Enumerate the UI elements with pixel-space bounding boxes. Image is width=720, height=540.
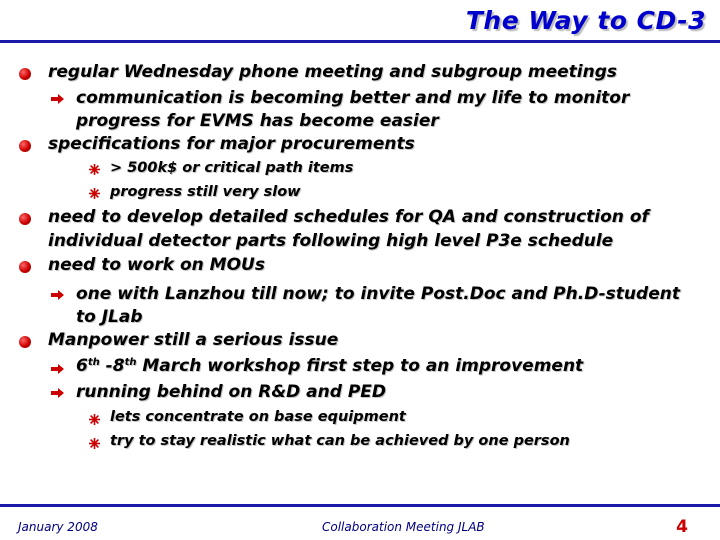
bullet-text: specifications for major procurements: [48, 134, 415, 154]
superscript: th: [124, 357, 137, 368]
red-arrow-icon: [51, 290, 64, 300]
sub-bullet-text: one with Lanzhou till now; to invite Post.Doc and Ph.D-student: [76, 284, 680, 304]
page-number: 4: [676, 517, 688, 537]
red-star-icon: [89, 438, 100, 449]
bullet-text: Manpower still a serious issue: [48, 330, 339, 350]
red-star-icon: [89, 164, 100, 175]
sub-bullet-text-continued: progress for EVMS has become easier: [76, 111, 439, 131]
footer-event: Collaboration Meeting JLAB: [322, 520, 485, 534]
red-disc-icon: [19, 261, 31, 273]
red-disc-icon: [19, 68, 31, 80]
superscript: th: [87, 357, 100, 368]
sub-sub-bullet-text: lets concentrate on base equipment: [110, 409, 406, 425]
footer-date: January 2008: [18, 520, 98, 534]
red-star-icon: [89, 188, 100, 199]
text-run: 6: [76, 356, 88, 376]
sub-bullet-text: running behind on R&D and PED: [76, 382, 387, 402]
sub-bullet-text: communication is becoming better and my life to monitor: [76, 88, 630, 108]
red-disc-icon: [19, 336, 31, 348]
sub-sub-bullet-text: try to stay realistic what can be achieved by one person: [110, 433, 570, 449]
red-arrow-icon: [51, 364, 64, 374]
text-run: -8: [99, 356, 125, 376]
text-run: March workshop first step to an improvement: [136, 356, 584, 376]
sub-bullet-text: [76, 356, 583, 376]
sub-sub-bullet-text: > 500k$ or critical path items: [110, 160, 354, 176]
top-rule: [0, 40, 720, 43]
red-arrow-icon: [51, 388, 64, 398]
red-disc-icon: [19, 213, 31, 225]
slide-title: The Way to CD-3: [465, 6, 706, 35]
red-arrow-icon: [51, 94, 64, 104]
bullet-text: need to work on MOUs: [48, 255, 265, 275]
sub-sub-bullet-text: progress still very slow: [110, 184, 301, 200]
bottom-rule: [0, 504, 720, 507]
sub-bullet-text-continued: to JLab: [76, 307, 143, 327]
red-disc-icon: [19, 140, 31, 152]
bullet-text: regular Wednesday phone meeting and subgroup meetings: [48, 62, 618, 82]
bullet-text: need to develop detailed schedules for QA and construction of: [48, 207, 649, 227]
red-star-icon: [89, 414, 100, 425]
bullet-text-continued: individual detector parts following high level P3e schedule: [48, 231, 614, 251]
